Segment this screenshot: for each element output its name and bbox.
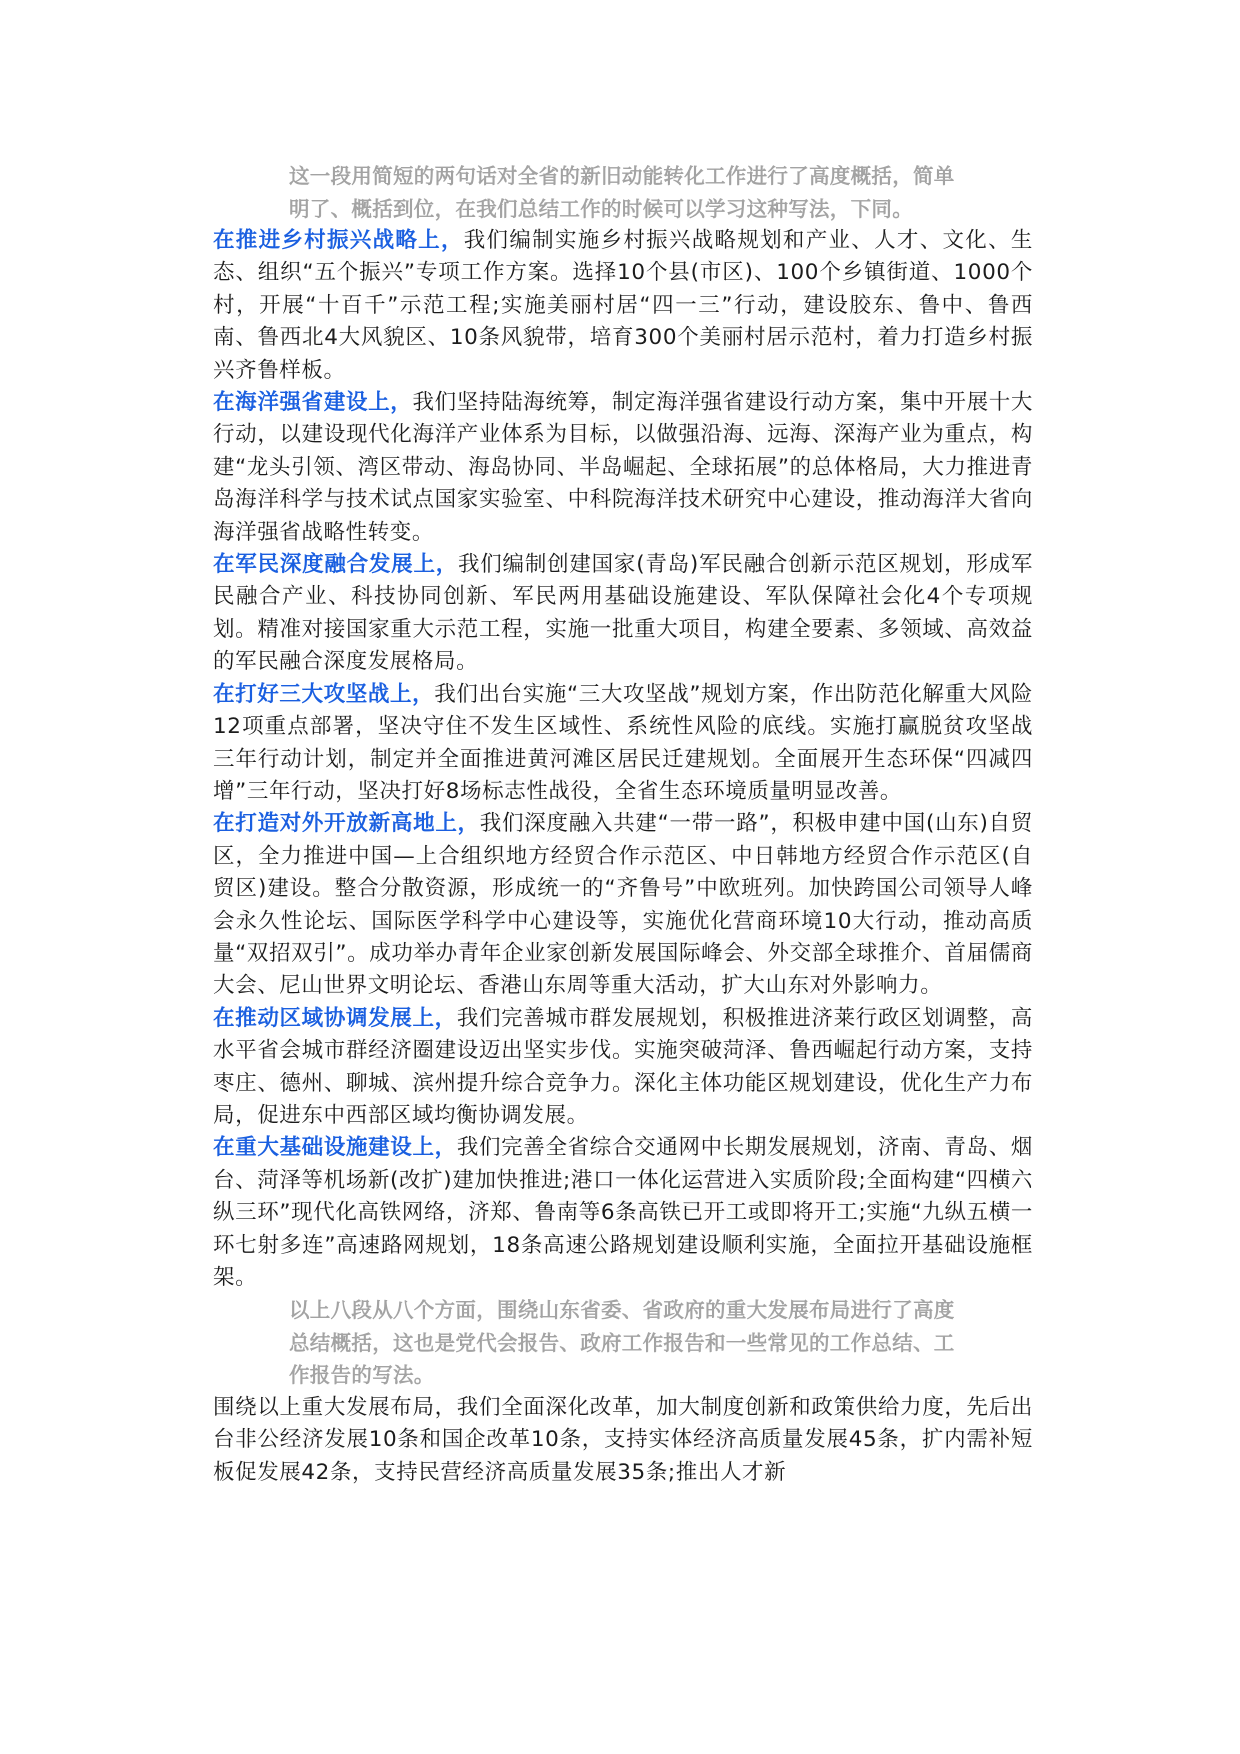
closing-paragraph: 围绕以上重大发展布局，我们全面深化改革，加大制度创新和政策供给力度，先后出台非公经济发展10条和国企改革10条，支持实体经济高质量发展45条，扩内需补短板促发展42条，支持民营经济高质量发展35条;推出人才新 <box>213 1394 1033 1485</box>
section-lead: 在军民深度融合发展上， <box>213 552 459 578</box>
annotation-note: 这一段用简短的两句话对全省的新旧动能转化工作进行了高度概括，简单明了、概括到位，在我们总结工作的时候可以学习这种写法，下同。 <box>289 164 955 221</box>
annotation-note: 以上八段从八个方面，围绕山东省委、省政府的重大发展布局进行了高度总结概括，这也是党代会报告、政府工作报告和一些常见的工作总结、工作报告的写法。 <box>289 1298 955 1388</box>
section-rural-revitalization <box>213 225 1033 387</box>
section-body: 我们坚持陆海统筹，制定海洋强省建设行动方案，集中开展十大行动，以建设现代化海洋产业体系为目标，以做强沿海、远海、深海产业为重点，构建“龙头引领、湾区带动、海岛协同、半岛崛起、全球拓展”的总体格局，大力推进青岛海洋科学与技术试点国家实验室、中科院海洋技术研究中心建设，推动海洋大省向海洋强省战略性转变。 <box>213 390 1033 545</box>
section-body: 我们编制实施乡村振兴战略规划和产业、人才、文化、生态、组织“五个振兴”专项工作方案。选择10个县(市区)、100个乡镇街道、1000个村，开展“十百千”示范工程;实施美丽村居“四一三”行动，建设胶东、鲁中、鲁西南、鲁西北4大风貌区、10条风貌带，培育300个美丽村居示范村，着力打造乡村振兴齐鲁样板。 <box>213 228 1033 383</box>
document-body <box>213 160 1033 1489</box>
section-lead: 在海洋强省建设上， <box>213 390 413 416</box>
section-infrastructure <box>213 1132 1033 1294</box>
section-lead: 在打造对外开放新高地上， <box>213 811 480 837</box>
section-regional-coordination <box>213 1003 1033 1133</box>
section-body: 我们编制创建国家(青岛)军民融合创新示范区规划，形成军民融合产业、科技协同创新、军民两用基础设施建设、军队保障社会化4个专项规划。精准对接国家重大示范工程，实施一批重大项目，构建全要素、多领域、高效益的军民融合深度发展格局。 <box>213 552 1033 675</box>
section-three-battles <box>213 679 1033 809</box>
section-opening-up <box>213 808 1033 1002</box>
section-lead: 在重大基础设施建设上， <box>213 1135 457 1161</box>
section-body: 我们完善城市群发展规划，积极推进济莱行政区划调整，高水平省会城市群经济圈建设迈出坚实步伐。实施突破菏泽、鲁西崛起行动方案，支持枣庄、德州、聊城、滨州提升综合竞争力。深化主体功能区规划建设，优化生产力布局，促进东中西部区域均衡协调发展。 <box>213 1005 1033 1128</box>
section-military-civil-fusion <box>213 549 1033 679</box>
section-lead: 在推进乡村振兴战略上， <box>213 228 464 253</box>
section-body: 我们深度融入共建“一带一路”，积极申建中国(山东)自贸区，全力推进中国—上合组织地方经贸合作示范区、中日韩地方经贸合作示范区(自贸区)建设。整合分散资源，形成统一的“齐鲁号”中欧班列。加快跨国公司领导人峰会永久性论坛、国际医学科学中心建设等，实施优化营商环境10大行动，推动高质量“双招双引”。成功举办青年企业家创新发展国际峰会、外交部全球推介、首届儒商大会、尼山世界文明论坛、香港山东周等重大活动，扩大山东对外影响力。 <box>213 811 1033 999</box>
section-body: 我们出台实施“三大攻坚战”规划方案，作出防范化解重大风险12项重点部署，坚决守住不发生区域性、系统性风险的底线。实施打赢脱贫攻坚战三年行动计划，制定并全面推进黄河滩区居民迁建规划。全面展开生态环保“四减四增”三年行动，坚决打好8场标志性战役，全省生态环境质量明显改善。 <box>213 681 1033 804</box>
section-lead: 在推动区域协调发展上， <box>213 1005 457 1031</box>
section-lead: 在打好三大攻坚战上， <box>213 681 435 707</box>
section-marine-province <box>213 387 1033 549</box>
section-body: 我们完善全省综合交通网中长期发展规划，济南、青岛、烟台、菏泽等机场新(改扩)建加快推进;港口一体化运营进入实质阶段;全面构建“四横六纵三环”现代化高铁网络，济郑、鲁南等6条高铁已开工或即将开工;实施“九纵五横一环七射多连”高速路网规划，18条高速公路规划建设顺利实施，全面拉开基础设施框架。 <box>213 1135 1033 1290</box>
